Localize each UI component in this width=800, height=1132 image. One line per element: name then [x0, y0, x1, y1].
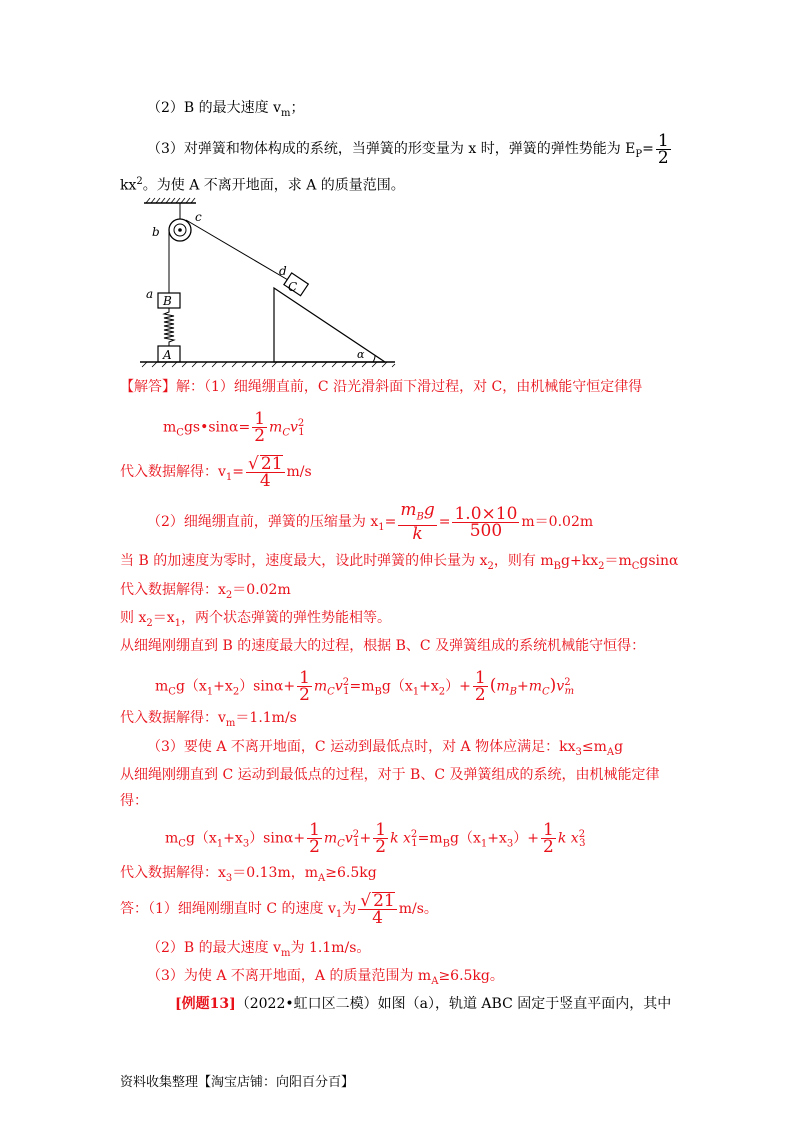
answer-final-1: 答：（1）细绳刚绷直时 C 的速度 $v_1$为 $\frac{√ 21}{4}$ m/s。	[120, 891, 438, 928]
answer-line-1: 【解答】解：（1）细绳绷直前，C 沿光滑斜面下滑过程，对 C，由机械能守恒定律得	[120, 379, 643, 395]
angle-label: α	[357, 348, 365, 361]
label-c: c	[195, 210, 202, 224]
answer-result-1: 代入数据解得：$v_1=$ $\frac{√ 21}{4}$ m/s	[120, 454, 312, 491]
label-a: a	[146, 287, 154, 301]
example-tag: [例题13]	[175, 996, 236, 1012]
answer-conservation-2: 从细绳刚绷直到 C 运动到最低点的过程，对于 B、C 及弹簧组成的系统，由机械能定律	[120, 767, 660, 783]
label-b: b	[152, 225, 160, 239]
answer-conservation-2b: 得：	[120, 793, 148, 809]
answer-part-3: （3）要使 A 不离开地面，C 运动到最低点时，对 A 物体应满足：$kx_3\le m_Ag$	[147, 739, 624, 758]
rope-right	[186, 220, 288, 280]
answer-then: 则 $x_2=x_1$，两个状态弹簧的弹性势能相等。	[120, 610, 392, 629]
spring	[164, 308, 174, 346]
answer-eq-1: $m_Cgs•\sin\alpha=$ $\frac{1}{2}$ $m_Cv^2_1$	[163, 409, 305, 447]
answer-eq-2: $m_Cg(x_1+x_2)\sin\alpha+$ $\frac{1}{2}$ $m_Cv^2_1=m_Bg(x_1+x_2)+$ $\frac{1}{2}$ $(m_B+m_C)v^2_m$	[155, 668, 575, 706]
answer-result-4: 代入数据解得：$x_3=0.13m$，$m_A\ge 6.5kg$	[120, 865, 377, 884]
answer-conservation-1: 从细绳刚绷直到 B 的速度最大的过程，根据 B、C 及弹簧组成的系统机械能守恒得：	[120, 638, 646, 654]
answer-final-3: （3）为使 A 不离开地面，A 的质量范围为 $m_A\ge 6.5kg$。	[147, 968, 504, 987]
fraction-half: $\frac{1}{2}$	[657, 130, 669, 168]
incline-wedge	[274, 288, 385, 362]
question-part-3-cont: $kx^2$。为使 A 不离开地面，求 A 的质量范围。	[120, 176, 405, 194]
label-d: d	[279, 264, 287, 278]
block-b-label: B	[163, 294, 172, 308]
answer-part-2: （2）细绳绷直前，弹簧的压缩量为 $x_1=$ $\frac{m_Bg}{k}$ = $\frac{1.0\times 10}{500}$ m＝0.02m	[147, 500, 594, 545]
pulley-axle	[178, 228, 182, 232]
question-part-3: （3）对弹簧和物体构成的系统，当弹簧的形变量为 x 时，弹簧的弹性势能为 $E_P=$ $\frac{1}{2}$	[147, 130, 669, 168]
answer-result-3: 代入数据解得：$v_m=1.1m/s$	[120, 710, 297, 729]
block-c-label: C	[288, 280, 298, 294]
question-part-2: （2）B 的最大速度 $v_m$；	[147, 100, 305, 119]
answer-head: 【解答】	[120, 379, 176, 395]
answer-eq-3: $m_Cg(x_1+x_3)\sin\alpha+$ $\frac{1}{2}$ $m_Cv^2_1+$ $\frac{1}{2}$ k $x^2_1=m_Bg(x_1+x_3)+$ $\frac{1}{2}$ k $x^2_3$	[165, 820, 586, 858]
physics-figure	[140, 196, 400, 368]
answer-result-2: 代入数据解得：$x_2=0.02m$	[120, 582, 291, 601]
answer-b-acc: 当 B 的加速度为零时，速度最大，设此时弹簧的伸长量为 $x_2$，则有 $m_Bg+kx_2=m_Cgsin\alpha$	[120, 553, 679, 572]
page-footer: 资料收集整理【淘宝店铺：向阳百分百】	[120, 1075, 355, 1090]
answer-final-2: （2）B 的最大速度 $v_m$为 1.1m/s。	[147, 940, 371, 959]
example-line: [例题13]（2022•虹口区二模）如图（a），轨道 ABC 固定于竖直平面内，其中	[175, 996, 672, 1012]
block-a-label: A	[163, 348, 172, 362]
